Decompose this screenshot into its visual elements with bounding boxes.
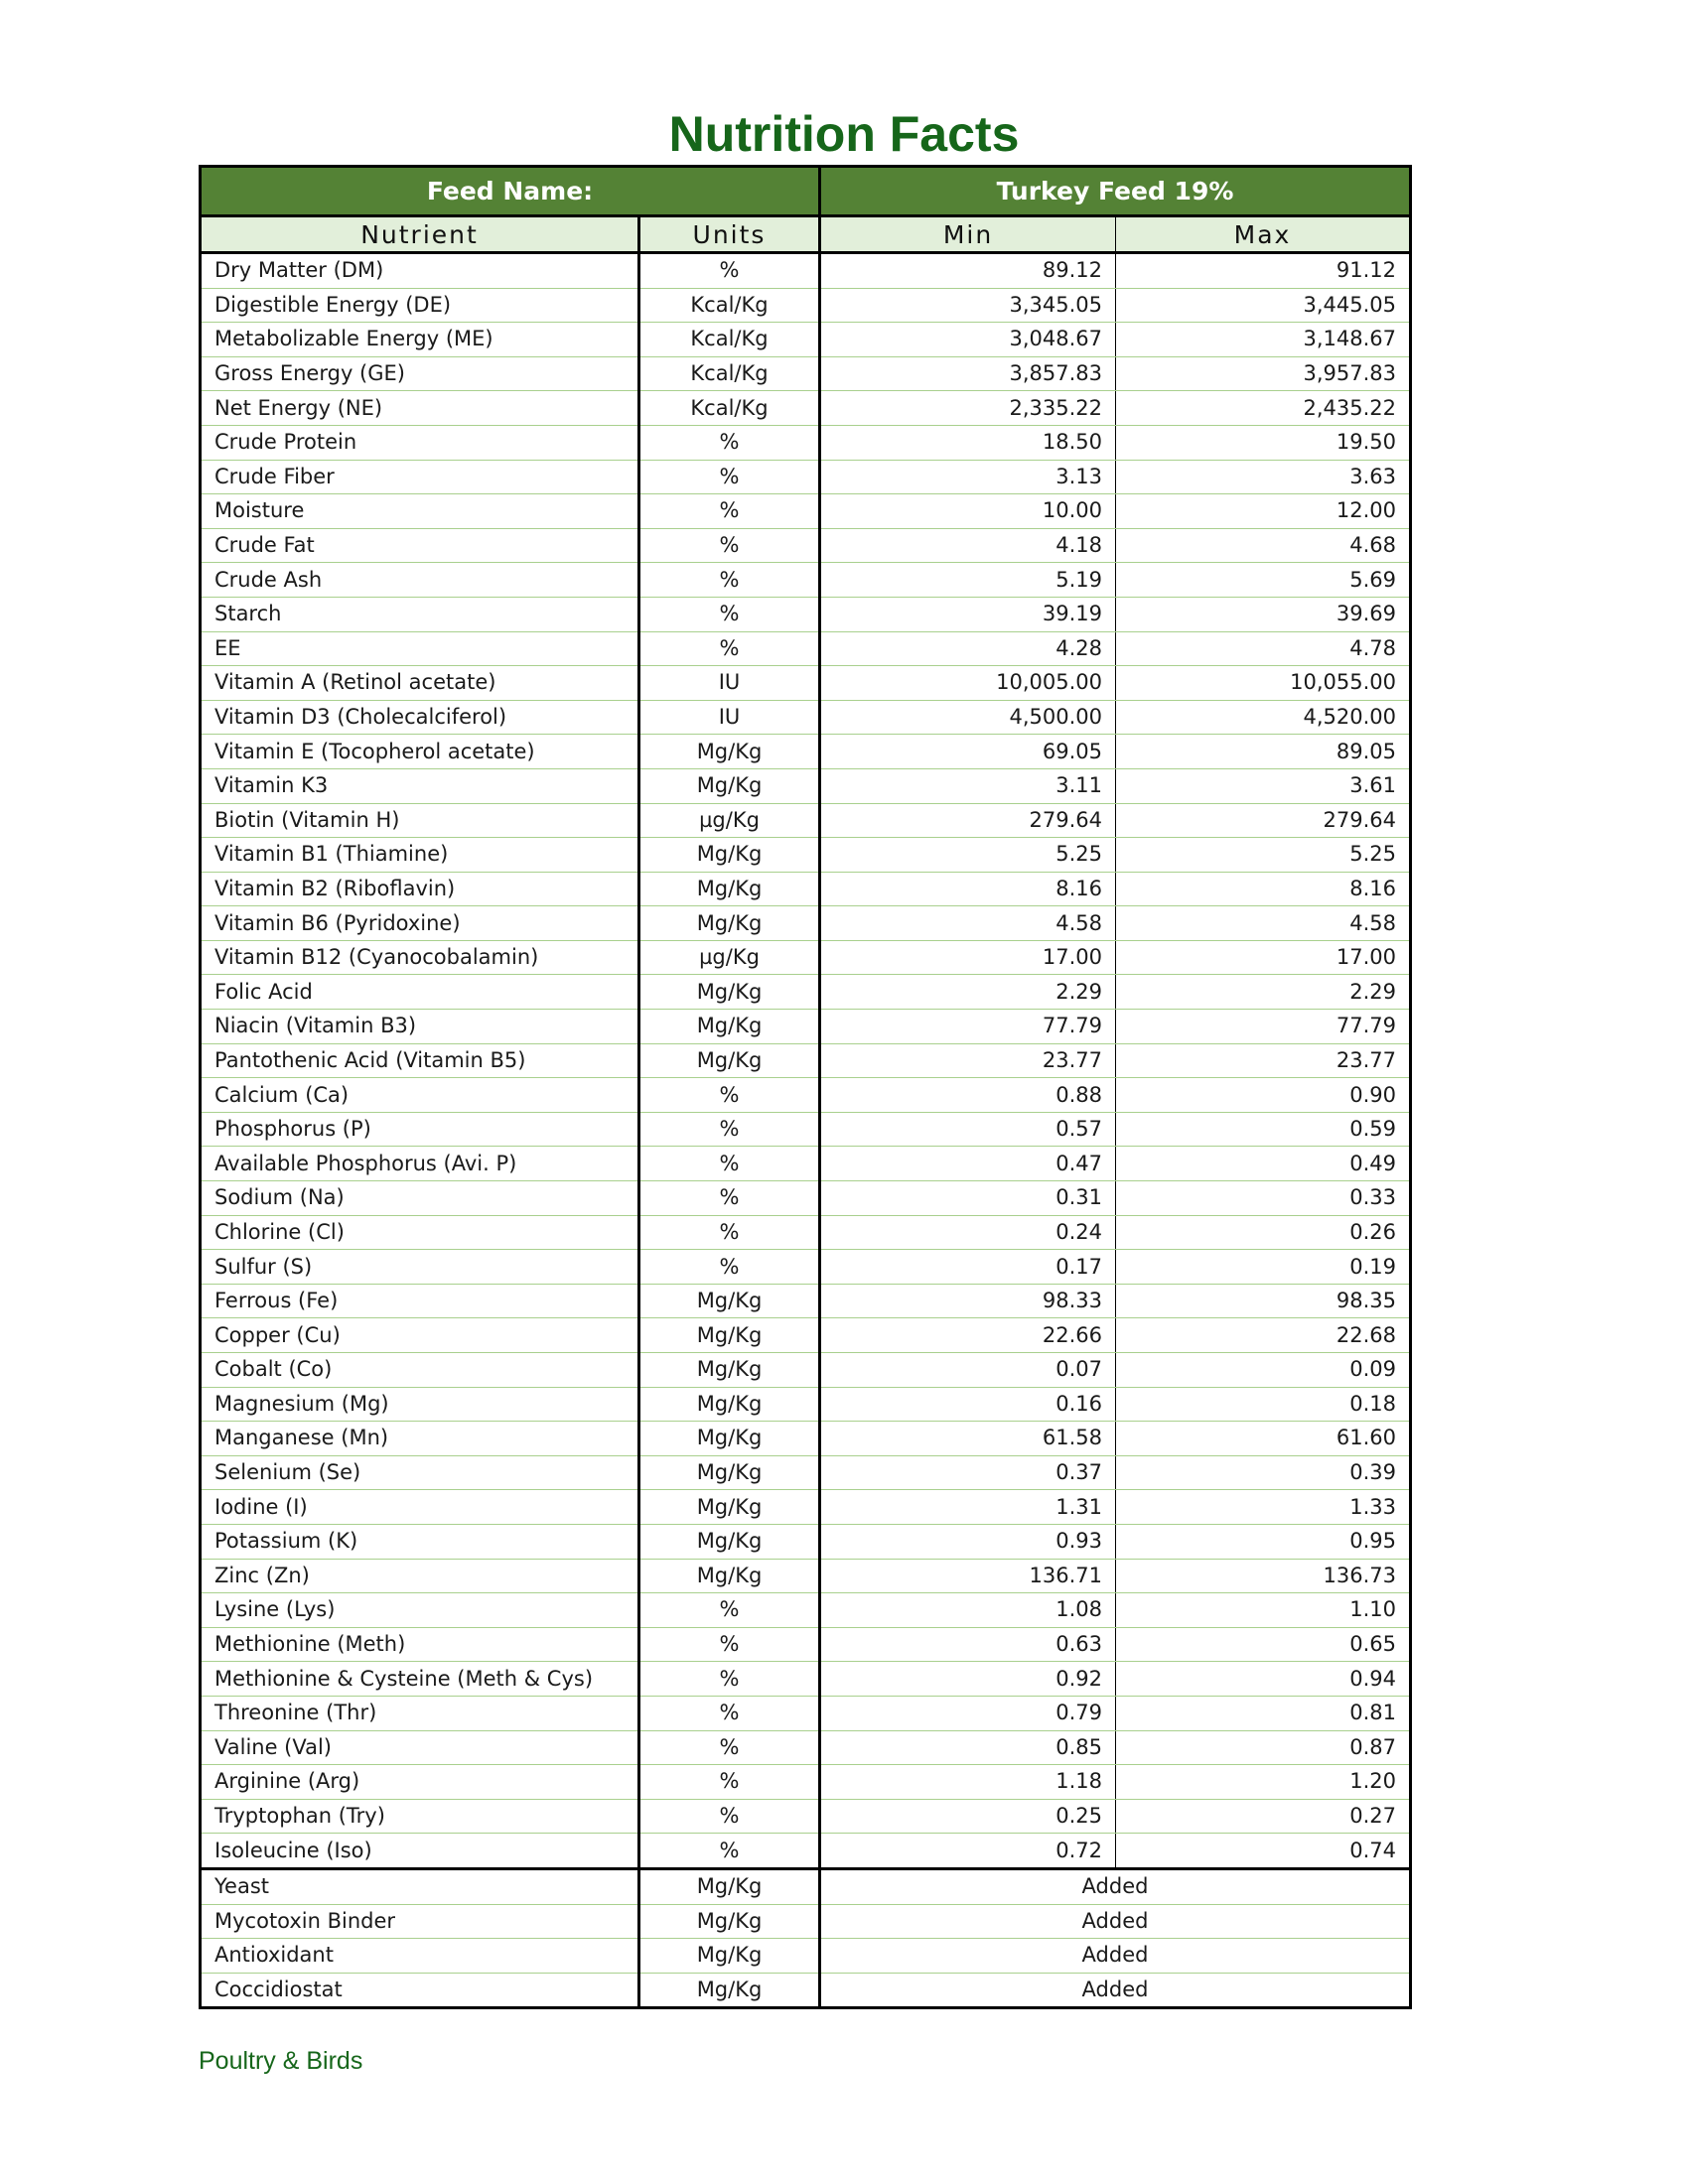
nutrient-max: 1.20 [1116, 1765, 1411, 1800]
additive-name: Coccidiostat [201, 1973, 639, 2008]
nutrient-max: 89.05 [1116, 735, 1411, 769]
table-row [201, 666, 1411, 701]
nutrient-unit: % [639, 425, 820, 460]
nutrient-min: 10.00 [820, 494, 1116, 529]
nutrient-min: 1.18 [820, 1765, 1116, 1800]
nutrient-max: 2,435.22 [1116, 391, 1411, 426]
table-row [201, 1353, 1411, 1388]
column-header-row [201, 216, 1411, 253]
nutrient-unit: Kcal/Kg [639, 391, 820, 426]
nutrient-min: 0.17 [820, 1250, 1116, 1285]
feed-name-label: Feed Name: [201, 167, 820, 216]
nutrient-unit: µg/Kg [639, 940, 820, 975]
nutrient-max: 136.73 [1116, 1559, 1411, 1593]
feed-name-value: Turkey Feed 19% [820, 167, 1411, 216]
nutrient-max: 98.35 [1116, 1284, 1411, 1318]
nutrient-unit: Mg/Kg [639, 1010, 820, 1044]
nutrient-min: 22.66 [820, 1318, 1116, 1353]
nutrient-name: Metabolizable Energy (ME) [201, 323, 639, 357]
nutrient-max: 3.63 [1116, 460, 1411, 494]
nutrient-max: 23.77 [1116, 1043, 1411, 1078]
table-row [201, 356, 1411, 391]
nutrient-max: 3.61 [1116, 768, 1411, 803]
table-row [201, 253, 1411, 289]
nutrient-name: EE [201, 631, 639, 666]
nutrient-max: 39.69 [1116, 597, 1411, 631]
nutrient-min: 0.72 [820, 1834, 1116, 1869]
nutrient-max: 10,055.00 [1116, 666, 1411, 701]
nutrient-unit: % [639, 1112, 820, 1147]
nutrient-unit: % [639, 460, 820, 494]
table-row [201, 906, 1411, 941]
nutrient-unit: Mg/Kg [639, 1043, 820, 1078]
nutrient-min: 5.19 [820, 563, 1116, 598]
nutrient-min: 5.25 [820, 838, 1116, 873]
nutrient-unit: Mg/Kg [639, 872, 820, 906]
nutrient-unit: Mg/Kg [639, 1318, 820, 1353]
nutrient-unit: Kcal/Kg [639, 323, 820, 357]
nutrient-min: 3,345.05 [820, 288, 1116, 323]
nutrient-unit: % [639, 253, 820, 289]
nutrient-unit: Kcal/Kg [639, 356, 820, 391]
table-row [201, 975, 1411, 1010]
nutrient-max: 3,148.67 [1116, 323, 1411, 357]
nutrient-min: 4,500.00 [820, 700, 1116, 735]
additive-status: Added [820, 1904, 1411, 1939]
nutrient-max: 0.87 [1116, 1730, 1411, 1765]
nutrient-name: Vitamin D3 (Cholecalciferol) [201, 700, 639, 735]
nutrient-min: 0.25 [820, 1799, 1116, 1834]
table-row [201, 1010, 1411, 1044]
nutrient-min: 2.29 [820, 975, 1116, 1010]
table-row [201, 494, 1411, 529]
table-row [201, 1147, 1411, 1181]
nutrient-min: 77.79 [820, 1010, 1116, 1044]
nutrient-max: 4.58 [1116, 906, 1411, 941]
nutrient-name: Vitamin B1 (Thiamine) [201, 838, 639, 873]
nutrient-max: 3,957.83 [1116, 356, 1411, 391]
additive-unit: Mg/Kg [639, 1939, 820, 1974]
nutrient-name: Starch [201, 597, 639, 631]
nutrient-max: 5.69 [1116, 563, 1411, 598]
table-row [201, 323, 1411, 357]
table-row [201, 1250, 1411, 1285]
nutrient-max: 0.27 [1116, 1799, 1411, 1834]
nutrient-max: 1.33 [1116, 1490, 1411, 1525]
additive-name: Mycotoxin Binder [201, 1904, 639, 1939]
nutrient-max: 0.90 [1116, 1078, 1411, 1113]
nutrient-name: Dry Matter (DM) [201, 253, 639, 289]
additive-row [201, 1973, 1411, 2008]
nutrient-max: 5.25 [1116, 838, 1411, 873]
nutrient-min: 0.37 [820, 1455, 1116, 1490]
nutrient-min: 1.31 [820, 1490, 1116, 1525]
table-row [201, 528, 1411, 563]
table-row [201, 1215, 1411, 1250]
nutrient-unit: Mg/Kg [639, 735, 820, 769]
nutrient-min: 2,335.22 [820, 391, 1116, 426]
header-min: Min [820, 216, 1116, 253]
nutrient-unit: % [639, 1765, 820, 1800]
nutrient-unit: IU [639, 666, 820, 701]
nutrient-unit: IU [639, 700, 820, 735]
nutrient-name: Digestible Energy (DE) [201, 288, 639, 323]
nutrient-name: Cobalt (Co) [201, 1353, 639, 1388]
nutrient-name: Copper (Cu) [201, 1318, 639, 1353]
nutrient-min: 4.18 [820, 528, 1116, 563]
nutrient-unit: % [639, 563, 820, 598]
nutrient-name: Selenium (Se) [201, 1455, 639, 1490]
nutrient-name: Vitamin E (Tocopherol acetate) [201, 735, 639, 769]
nutrient-name: Lysine (Lys) [201, 1593, 639, 1628]
nutrient-max: 4.78 [1116, 631, 1411, 666]
nutrient-min: 69.05 [820, 735, 1116, 769]
nutrient-min: 0.24 [820, 1215, 1116, 1250]
nutrient-max: 22.68 [1116, 1318, 1411, 1353]
nutrient-max: 0.81 [1116, 1696, 1411, 1730]
nutrient-name: Methionine & Cysteine (Meth & Cys) [201, 1662, 639, 1697]
table-row [201, 1834, 1411, 1869]
nutrient-max: 4,520.00 [1116, 700, 1411, 735]
nutrient-max: 2.29 [1116, 975, 1411, 1010]
table-row [201, 1627, 1411, 1662]
nutrient-name: Methionine (Meth) [201, 1627, 639, 1662]
nutrient-name: Net Energy (NE) [201, 391, 639, 426]
nutrient-min: 0.85 [820, 1730, 1116, 1765]
additive-status: Added [820, 1973, 1411, 2008]
header-nutrient: Nutrient [201, 216, 639, 253]
nutrient-max: 0.94 [1116, 1662, 1411, 1697]
nutrient-name: Valine (Val) [201, 1730, 639, 1765]
nutrient-min: 0.16 [820, 1387, 1116, 1422]
additive-status: Added [820, 1868, 1411, 1904]
nutrient-unit: Mg/Kg [639, 975, 820, 1010]
nutrient-name: Magnesium (Mg) [201, 1387, 639, 1422]
nutrient-unit: Mg/Kg [639, 1455, 820, 1490]
nutrient-max: 91.12 [1116, 253, 1411, 289]
nutrient-max: 0.09 [1116, 1353, 1411, 1388]
nutrient-name: Available Phosphorus (Avi. P) [201, 1147, 639, 1181]
nutrient-name: Sulfur (S) [201, 1250, 639, 1285]
additive-name: Antioxidant [201, 1939, 639, 1974]
nutrient-unit: Kcal/Kg [639, 288, 820, 323]
nutrient-min: 4.28 [820, 631, 1116, 666]
table-row [201, 1043, 1411, 1078]
nutrient-unit: % [639, 1696, 820, 1730]
nutrient-name: Vitamin B6 (Pyridoxine) [201, 906, 639, 941]
nutrient-max: 17.00 [1116, 940, 1411, 975]
nutrient-min: 18.50 [820, 425, 1116, 460]
nutrient-min: 0.47 [820, 1147, 1116, 1181]
nutrition-table [199, 165, 1412, 2009]
nutrient-max: 0.19 [1116, 1250, 1411, 1285]
nutrient-name: Gross Energy (GE) [201, 356, 639, 391]
nutrient-min: 10,005.00 [820, 666, 1116, 701]
nutrient-max: 0.95 [1116, 1524, 1411, 1559]
table-row [201, 1559, 1411, 1593]
nutrient-unit: Mg/Kg [639, 1559, 820, 1593]
header-max: Max [1116, 216, 1411, 253]
nutrient-unit: Mg/Kg [639, 768, 820, 803]
nutrient-max: 0.49 [1116, 1147, 1411, 1181]
nutrient-name: Crude Fiber [201, 460, 639, 494]
feed-name-row [201, 167, 1411, 216]
nutrient-min: 17.00 [820, 940, 1116, 975]
table-row [201, 1387, 1411, 1422]
table-row [201, 838, 1411, 873]
nutrient-max: 3,445.05 [1116, 288, 1411, 323]
nutrient-unit: % [639, 1593, 820, 1628]
nutrient-min: 0.92 [820, 1662, 1116, 1697]
additive-name: Yeast [201, 1868, 639, 1904]
nutrient-name: Crude Ash [201, 563, 639, 598]
nutrient-unit: % [639, 631, 820, 666]
nutrient-max: 4.68 [1116, 528, 1411, 563]
nutrient-name: Vitamin K3 [201, 768, 639, 803]
nutrient-unit: Mg/Kg [639, 1353, 820, 1388]
nutrient-max: 0.33 [1116, 1181, 1411, 1216]
table-row [201, 1696, 1411, 1730]
nutrient-min: 0.07 [820, 1353, 1116, 1388]
nutrient-name: Iodine (I) [201, 1490, 639, 1525]
nutrient-unit: Mg/Kg [639, 1490, 820, 1525]
table-row [201, 1524, 1411, 1559]
table-row [201, 700, 1411, 735]
nutrient-unit: % [639, 1181, 820, 1216]
table-row [201, 1662, 1411, 1697]
nutrient-unit: % [639, 597, 820, 631]
nutrient-min: 3.13 [820, 460, 1116, 494]
table-row [201, 1455, 1411, 1490]
table-row [201, 940, 1411, 975]
table-row [201, 1593, 1411, 1628]
nutrient-unit: Mg/Kg [639, 906, 820, 941]
nutrient-max: 0.26 [1116, 1215, 1411, 1250]
table-row [201, 1318, 1411, 1353]
table-row [201, 631, 1411, 666]
nutrient-name: Crude Protein [201, 425, 639, 460]
nutrient-min: 1.08 [820, 1593, 1116, 1628]
additive-unit: Mg/Kg [639, 1868, 820, 1904]
table-row [201, 1422, 1411, 1456]
nutrient-unit: % [639, 528, 820, 563]
nutrient-unit: % [639, 1834, 820, 1869]
nutrient-name: Calcium (Ca) [201, 1078, 639, 1113]
nutrient-min: 4.58 [820, 906, 1116, 941]
table-row [201, 735, 1411, 769]
nutrient-unit: µg/Kg [639, 803, 820, 838]
additive-row [201, 1868, 1411, 1904]
nutrient-min: 0.88 [820, 1078, 1116, 1113]
nutrient-max: 279.64 [1116, 803, 1411, 838]
nutrient-max: 8.16 [1116, 872, 1411, 906]
additive-unit: Mg/Kg [639, 1904, 820, 1939]
nutrient-name: Threonine (Thr) [201, 1696, 639, 1730]
nutrient-name: Vitamin B12 (Cyanocobalamin) [201, 940, 639, 975]
nutrient-max: 12.00 [1116, 494, 1411, 529]
nutrient-min: 0.31 [820, 1181, 1116, 1216]
nutrient-name: Chlorine (Cl) [201, 1215, 639, 1250]
nutrient-name: Crude Fat [201, 528, 639, 563]
nutrient-max: 0.74 [1116, 1834, 1411, 1869]
nutrient-min: 3,048.67 [820, 323, 1116, 357]
table-row [201, 1284, 1411, 1318]
nutrient-max: 61.60 [1116, 1422, 1411, 1456]
nutrient-max: 1.10 [1116, 1593, 1411, 1628]
table-row [201, 597, 1411, 631]
nutrient-name: Potassium (K) [201, 1524, 639, 1559]
nutrient-unit: % [639, 1627, 820, 1662]
nutrient-name: Phosphorus (P) [201, 1112, 639, 1147]
table-row [201, 1730, 1411, 1765]
nutrient-min: 136.71 [820, 1559, 1116, 1593]
table-row [201, 1181, 1411, 1216]
nutrient-max: 19.50 [1116, 425, 1411, 460]
nutrient-unit: % [639, 494, 820, 529]
nutrient-unit: Mg/Kg [639, 1422, 820, 1456]
nutrient-unit: % [639, 1147, 820, 1181]
nutrient-max: 0.18 [1116, 1387, 1411, 1422]
nutrient-unit: % [639, 1662, 820, 1697]
table-row [201, 563, 1411, 598]
nutrient-unit: % [639, 1799, 820, 1834]
nutrient-min: 0.93 [820, 1524, 1116, 1559]
nutrient-min: 3,857.83 [820, 356, 1116, 391]
nutrient-name: Arginine (Arg) [201, 1765, 639, 1800]
additive-unit: Mg/Kg [639, 1973, 820, 2008]
table-row [201, 391, 1411, 426]
nutrient-name: Ferrous (Fe) [201, 1284, 639, 1318]
nutrient-min: 0.79 [820, 1696, 1116, 1730]
nutrient-unit: % [639, 1078, 820, 1113]
nutrient-unit: % [639, 1215, 820, 1250]
nutrient-max: 77.79 [1116, 1010, 1411, 1044]
nutrient-name: Vitamin A (Retinol acetate) [201, 666, 639, 701]
table-row [201, 1765, 1411, 1800]
nutrient-min: 39.19 [820, 597, 1116, 631]
nutrient-name: Isoleucine (Iso) [201, 1834, 639, 1869]
nutrient-name: Moisture [201, 494, 639, 529]
nutrient-name: Biotin (Vitamin H) [201, 803, 639, 838]
nutrient-name: Niacin (Vitamin B3) [201, 1010, 639, 1044]
nutrient-name: Zinc (Zn) [201, 1559, 639, 1593]
table-row [201, 1490, 1411, 1525]
nutrient-name: Tryptophan (Try) [201, 1799, 639, 1834]
nutrient-name: Sodium (Na) [201, 1181, 639, 1216]
nutrient-min: 89.12 [820, 253, 1116, 289]
footer-category: Poultry & Birds [199, 2047, 363, 2075]
table-row [201, 1112, 1411, 1147]
nutrient-max: 0.65 [1116, 1627, 1411, 1662]
table-row [201, 768, 1411, 803]
page-title: Nutrition Facts [668, 106, 1020, 162]
additive-row [201, 1904, 1411, 1939]
nutrient-min: 23.77 [820, 1043, 1116, 1078]
nutrient-min: 0.57 [820, 1112, 1116, 1147]
nutrient-unit: % [639, 1730, 820, 1765]
nutrient-min: 279.64 [820, 803, 1116, 838]
table-row [201, 460, 1411, 494]
table-row [201, 288, 1411, 323]
table-row [201, 1078, 1411, 1113]
additive-status: Added [820, 1939, 1411, 1974]
nutrient-min: 8.16 [820, 872, 1116, 906]
nutrient-name: Folic Acid [201, 975, 639, 1010]
nutrient-unit: Mg/Kg [639, 1387, 820, 1422]
table-row [201, 1799, 1411, 1834]
nutrient-min: 0.63 [820, 1627, 1116, 1662]
nutrient-name: Pantothenic Acid (Vitamin B5) [201, 1043, 639, 1078]
nutrient-max: 0.59 [1116, 1112, 1411, 1147]
nutrient-unit: Mg/Kg [639, 1284, 820, 1318]
nutrient-min: 3.11 [820, 768, 1116, 803]
nutrient-unit: Mg/Kg [639, 838, 820, 873]
nutrient-name: Vitamin B2 (Riboflavin) [201, 872, 639, 906]
nutrient-unit: Mg/Kg [639, 1524, 820, 1559]
table-row [201, 425, 1411, 460]
nutrient-min: 61.58 [820, 1422, 1116, 1456]
nutrient-unit: % [639, 1250, 820, 1285]
nutrient-name: Manganese (Mn) [201, 1422, 639, 1456]
table-row [201, 803, 1411, 838]
additive-row [201, 1939, 1411, 1974]
table-row [201, 872, 1411, 906]
nutrient-min: 98.33 [820, 1284, 1116, 1318]
nutrient-max: 0.39 [1116, 1455, 1411, 1490]
header-units: Units [639, 216, 820, 253]
